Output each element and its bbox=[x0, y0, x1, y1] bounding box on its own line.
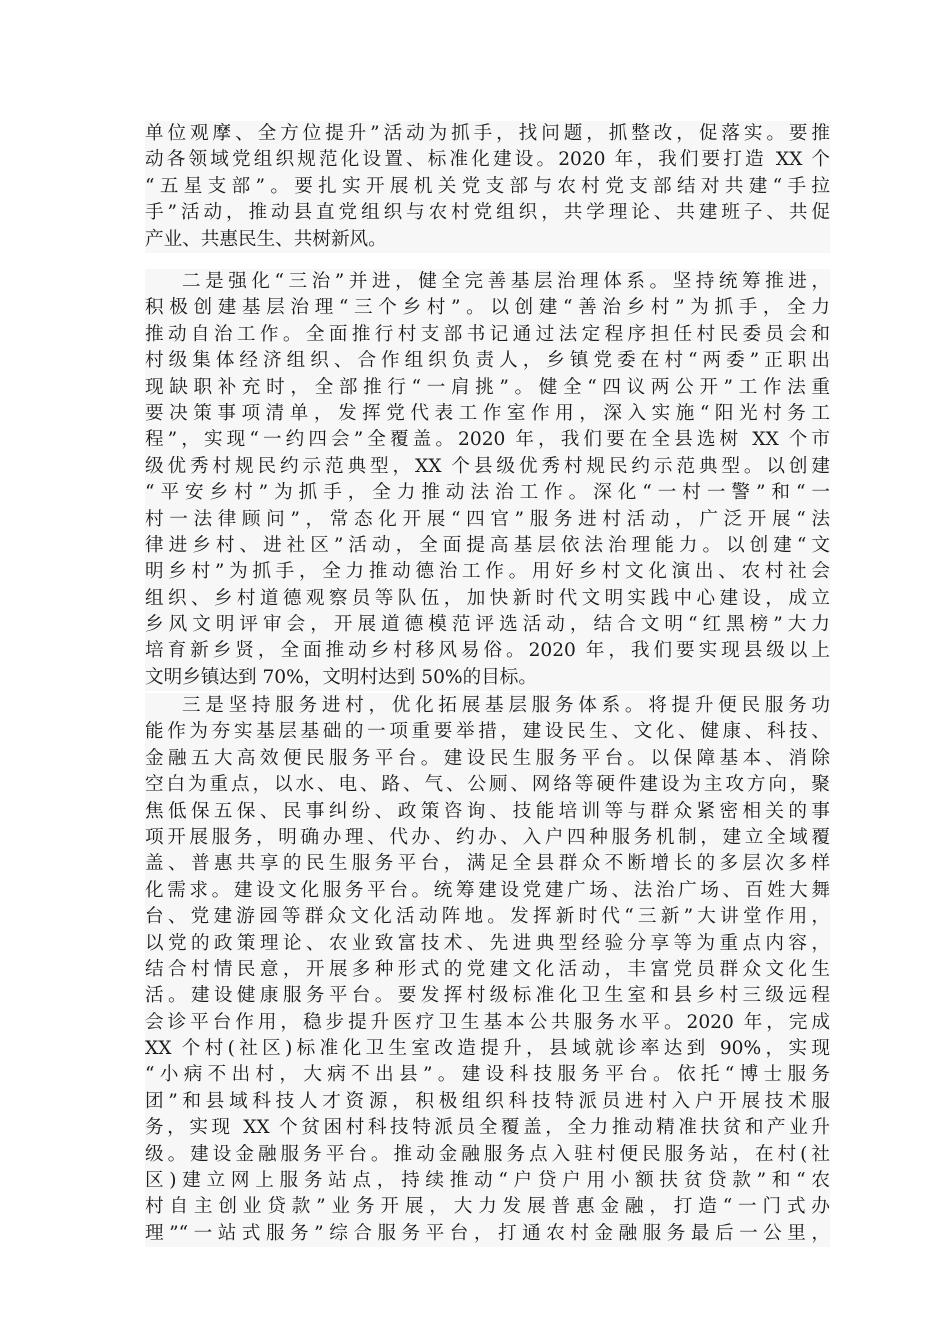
text-line: 级。建设金融服务平台。推动金融服务点入驻村便民服务站，在村(社 bbox=[145, 1143, 830, 1165]
text-line: 金融五大高效便民服务平台。建设民生服务平台。以保障基本、消除 bbox=[145, 747, 830, 769]
text-line: 现缺职补充时，全部推行“一肩挑”。健全“四议两公开”工作法重 bbox=[145, 376, 830, 398]
paragraph-governance-system bbox=[145, 269, 830, 691]
text-line: 明乡村”为抓手，全力推动德治工作。用好乡村文化演出、农村社会 bbox=[145, 561, 830, 583]
text-line: “小病不出村，大病不出县”。建设科技服务平台。依托“博士服务 bbox=[145, 1064, 830, 1086]
text-line: 会诊平台作用，稳步提升医疗卫生基本公共服务水平。2020 年，完成 bbox=[145, 1011, 830, 1033]
text-line: 结合村情民意，开展多种形式的党建文化活动，丰富党员群众文化生 bbox=[145, 958, 830, 980]
text-line: 台、党建游园等群众文化活动阵地。发挥新时代“三新”大讲堂作用， bbox=[145, 906, 830, 928]
text-line: 村级集体经济组织、合作组织负责人，乡镇党委在村“两委”正职出 bbox=[145, 350, 830, 372]
text-line: XX 个村(社区)标准化卫生室改造提升，县域就诊率达到 90%，实现 bbox=[145, 1038, 830, 1060]
text-line: 推动自治工作。全面推行村支部书记通过法定程序担任村民委员会和 bbox=[145, 323, 830, 345]
text-line: 手”活动，推动县直党组织与农村党组织，共学理论、共建班子、共促 bbox=[145, 202, 830, 224]
text-line: 空白为重点，以水、电、路、气、公厕、网络等硬件建设为主攻方向，聚 bbox=[145, 774, 830, 796]
text-line: 以党的政策理论、农业致富技术、先进典型经验分享等为重点内容， bbox=[145, 932, 830, 954]
text-line: 务，实现 XX 个贫困村科技特派员全覆盖，全力推动精准扶贫和产业升 bbox=[145, 1117, 830, 1139]
text-line: 区)建立网上服务站点，持续推动“户贷户用小额扶贫贷款”和“农 bbox=[145, 1170, 830, 1192]
text-line: “平安乡村”为抓手，全力推动法治工作。深化“一村一警”和“一 bbox=[145, 482, 830, 504]
paragraph-party-branch-building bbox=[145, 121, 830, 253]
text-line: 活。建设健康服务平台。要发挥村级标准化卫生室和县乡村三级远程 bbox=[145, 985, 830, 1007]
text-line: 律进乡村、进社区”活动，全面提高基层依法治理能力。以创建“文 bbox=[145, 534, 830, 556]
text-line: 焦低保五保、民事纠纷、政策咨询、技能培训等与群众紧密相关的事 bbox=[145, 800, 830, 822]
text-line: 动各领域党组织规范化设置、标准化建设。2020 年，我们要打造 XX 个 bbox=[145, 149, 830, 171]
text-line: 程”，实现“一约四会”全覆盖。2020 年，我们要在全县选树 XX 个市 bbox=[145, 429, 830, 451]
text-line: 组织、乡村道德观察员等队伍，加快新时代文明实践中心建设，成立 bbox=[145, 587, 830, 609]
text-line: “五星支部”。要扎实开展机关党支部与农村党支部结对共建“手拉 bbox=[145, 175, 830, 197]
text-line: 级优秀村规民约示范典型，XX 个县级优秀村规民约示范典型。以创建 bbox=[145, 455, 830, 477]
text-line: 文明乡镇达到 70%，文明村达到 50%的目标。 bbox=[145, 666, 537, 688]
text-line: 培育新乡贤，全面推动乡村移风易俗。2020 年，我们要实现县级以上 bbox=[145, 640, 830, 662]
text-line: 单位观摩、全方位提升”活动为抓手，找问题，抓整改，促落实。要推 bbox=[145, 123, 830, 144]
text-line: 盖、普惠共享的民生服务平台，满足全县群众不断增长的多层次多样 bbox=[145, 853, 830, 875]
text-line: 要决策事项清单，发挥党代表工作室作用，深入实施“阳光村务工 bbox=[145, 402, 830, 424]
text-line: 产业、共惠民生、共树新风。 bbox=[145, 228, 387, 250]
paragraph-service-system bbox=[145, 693, 830, 1247]
text-line: 化需求。建设文化服务平台。统筹建设党建广场、法治广场、百姓大舞 bbox=[145, 879, 830, 901]
text-line: 二是强化“三治”并进，健全完善基层治理体系。坚持统筹推进， bbox=[182, 271, 830, 292]
text-line: 积极创建基层治理“三个乡村”。以创建“善治乡村”为抓手，全力 bbox=[145, 297, 830, 319]
text-line: 三是坚持服务进村，优化拓展基层服务体系。将提升便民服务功 bbox=[182, 695, 830, 716]
text-line: 村一法律顾问”，常态化开展“四官”服务进村活动，广泛开展“法 bbox=[145, 508, 830, 530]
text-line: 项开展服务，明确办理、代办、约办、入户四种服务机制，建立全域覆 bbox=[145, 826, 830, 848]
text-line: 村自主创业贷款”业务开展，大力发展普惠金融，打造“一门式办 bbox=[145, 1196, 830, 1218]
text-line: 能作为夯实基层基础的一项重要举措，建设民生、文化、健康、科技、 bbox=[145, 721, 830, 743]
text-line: 理”“一站式服务”综合服务平台，打通农村金融服务最后一公里， bbox=[145, 1222, 830, 1244]
text-line: 乡风文明评审会，开展道德模范评选活动，结合文明“红黑榜”大力 bbox=[145, 614, 830, 636]
text-line: 团”和县域科技人才资源，积极组织科技特派员进村入户开展技术服 bbox=[145, 1090, 830, 1112]
